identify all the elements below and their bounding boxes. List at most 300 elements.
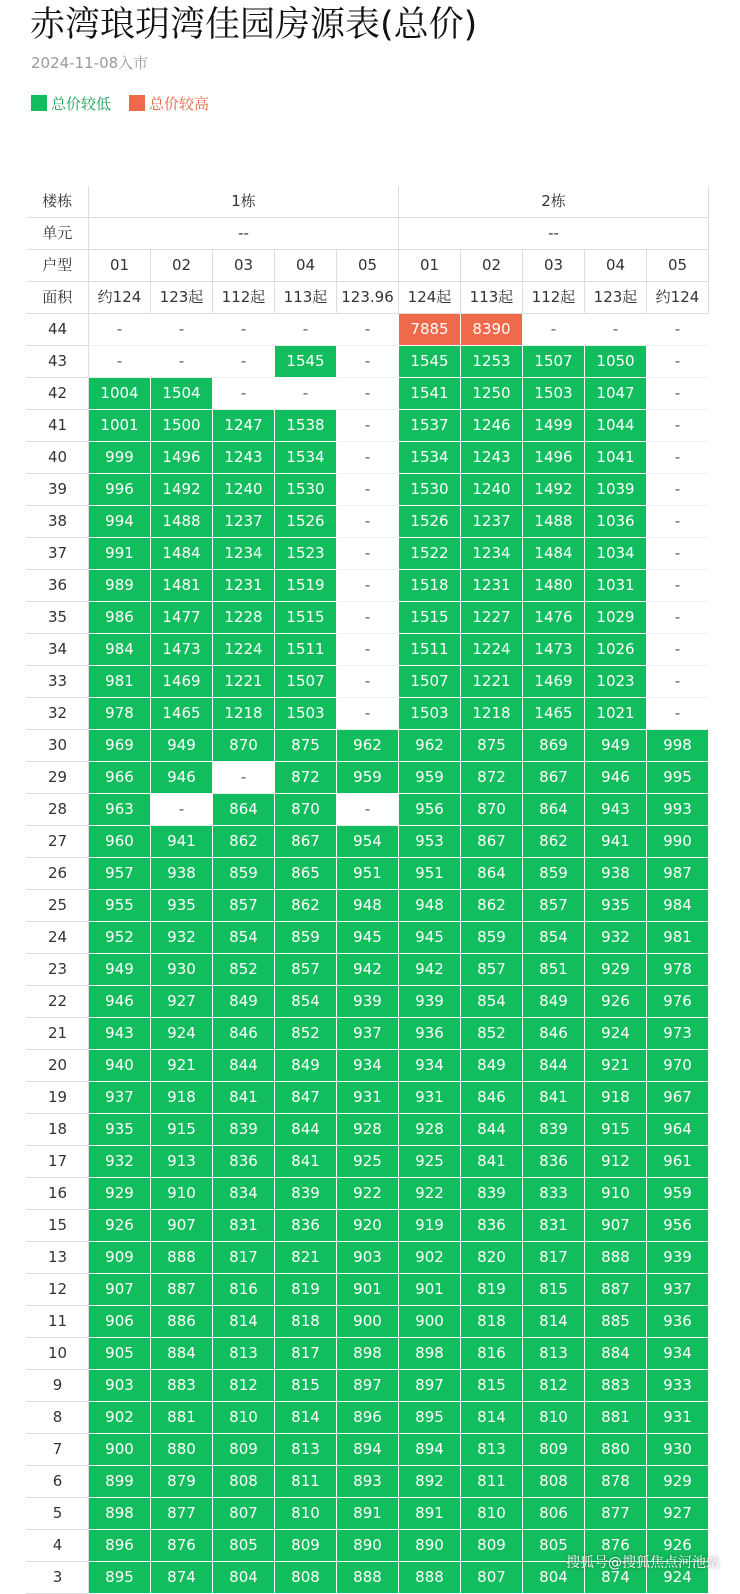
price-cell: 951 (337, 858, 399, 890)
floor-label: 39 (27, 474, 89, 506)
price-cell: 996 (89, 474, 151, 506)
legend-item-low (31, 93, 111, 114)
price-cell: 899 (89, 1466, 151, 1498)
price-cell: 907 (585, 1210, 647, 1242)
price-cell: 817 (523, 1242, 585, 1274)
price-cell: 984 (89, 634, 151, 666)
price-cell: 1029 (585, 602, 647, 634)
price-cell: 812 (523, 1370, 585, 1402)
table-row (27, 954, 709, 986)
price-cell: 981 (647, 922, 709, 954)
price-cell: 903 (337, 1242, 399, 1274)
price-cell: 932 (585, 922, 647, 954)
table-row (27, 634, 709, 666)
price-cell: 895 (399, 1402, 461, 1434)
price-cell: 886 (151, 1306, 213, 1338)
floor-label: 34 (27, 634, 89, 666)
price-cell: 953 (399, 826, 461, 858)
price-cell: 817 (213, 1242, 275, 1274)
floor-label: 9 (27, 1370, 89, 1402)
building-1-name: 1栋 (89, 186, 399, 218)
price-cell: 859 (461, 922, 523, 954)
b1-area: 112起 (213, 282, 275, 314)
price-cell: 1218 (213, 698, 275, 730)
price-cell: 815 (275, 1370, 337, 1402)
table-row (27, 826, 709, 858)
b1-type: 03 (213, 250, 275, 282)
price-cell: 813 (523, 1338, 585, 1370)
price-cell: 807 (461, 1562, 523, 1594)
price-cell: 961 (647, 1146, 709, 1178)
price-cell: 927 (151, 986, 213, 1018)
price-cell: 959 (647, 1178, 709, 1210)
price-cell: 810 (523, 1402, 585, 1434)
price-cell: 934 (399, 1050, 461, 1082)
price-cell: 970 (647, 1050, 709, 1082)
floor-label: 12 (27, 1274, 89, 1306)
price-cell: 902 (89, 1402, 151, 1434)
table-row (27, 730, 709, 762)
table-row (27, 1370, 709, 1402)
floor-label: 18 (27, 1114, 89, 1146)
price-cell: 852 (461, 1018, 523, 1050)
price-cell: 894 (399, 1434, 461, 1466)
floor-label: 23 (27, 954, 89, 986)
legend-label-high: 总价较高 (149, 94, 210, 113)
price-cell: 841 (213, 1082, 275, 1114)
price-cell-empty: - (647, 506, 709, 538)
floor-label: 37 (27, 538, 89, 570)
price-cell: 925 (337, 1146, 399, 1178)
table-row (27, 1114, 709, 1146)
price-cell: 1492 (151, 474, 213, 506)
price-cell: 819 (275, 1274, 337, 1306)
label-type: 户型 (27, 250, 89, 282)
table-row (27, 602, 709, 634)
table-row (27, 474, 709, 506)
price-cell: 898 (89, 1498, 151, 1530)
price-cell: 857 (461, 954, 523, 986)
price-cell: 1250 (461, 378, 523, 410)
price-cell: 1484 (523, 538, 585, 570)
price-cell: 1496 (151, 442, 213, 474)
price-cell: 839 (213, 1114, 275, 1146)
price-cell: 875 (275, 730, 337, 762)
price-cell: 949 (151, 730, 213, 762)
price-cell: 901 (399, 1274, 461, 1306)
price-cell: 942 (399, 954, 461, 986)
price-cell: 852 (275, 1018, 337, 1050)
price-cell: 1537 (399, 410, 461, 442)
table-row (27, 1050, 709, 1082)
price-cell: 811 (461, 1466, 523, 1498)
price-cell-empty: - (647, 378, 709, 410)
price-cell: 924 (647, 1562, 709, 1594)
price-cell: 890 (337, 1530, 399, 1562)
price-cell: 1243 (461, 442, 523, 474)
price-cell: 1538 (275, 410, 337, 442)
price-cell: 1526 (399, 506, 461, 538)
price-cell: 1507 (399, 666, 461, 698)
price-cell: 939 (337, 986, 399, 1018)
price-cell: 929 (89, 1178, 151, 1210)
table-row (27, 346, 709, 378)
price-cell: 945 (399, 922, 461, 954)
price-cell: 836 (523, 1146, 585, 1178)
price-cell: 839 (461, 1178, 523, 1210)
table-row (27, 1178, 709, 1210)
price-cell-empty: - (213, 346, 275, 378)
price-cell: 1243 (213, 442, 275, 474)
floor-label: 41 (27, 410, 89, 442)
price-cell: 847 (275, 1082, 337, 1114)
price-cell: 880 (585, 1434, 647, 1466)
price-cell: 1534 (275, 442, 337, 474)
b1-area: 约124 (89, 282, 151, 314)
floor-label: 24 (27, 922, 89, 954)
price-cell: 993 (647, 794, 709, 826)
price-cell: 893 (337, 1466, 399, 1498)
price-cell: 810 (213, 1402, 275, 1434)
price-cell: 906 (89, 1306, 151, 1338)
launch-date: 2024-11-08入市 (31, 54, 149, 72)
price-cell: 844 (461, 1114, 523, 1146)
building-2-unit: -- (399, 218, 709, 250)
price-cell: 930 (151, 954, 213, 986)
price-cell-empty: - (647, 698, 709, 730)
price-cell: 919 (399, 1210, 461, 1242)
price-cell: 1507 (275, 666, 337, 698)
price-cell: 812 (213, 1370, 275, 1402)
price-cell: 1511 (275, 634, 337, 666)
b2-area: 112起 (523, 282, 585, 314)
price-cell: 978 (89, 698, 151, 730)
price-cell: 932 (89, 1146, 151, 1178)
price-cell: 1530 (399, 474, 461, 506)
table-row (27, 1018, 709, 1050)
price-cell: 1488 (151, 506, 213, 538)
price-cell: 809 (523, 1434, 585, 1466)
price-cell: 1004 (89, 378, 151, 410)
price-cell: 874 (151, 1562, 213, 1594)
price-cell: 897 (337, 1370, 399, 1402)
price-cell: 836 (213, 1146, 275, 1178)
price-cell: 1530 (275, 474, 337, 506)
price-cell: 981 (89, 666, 151, 698)
price-cell: 935 (89, 1114, 151, 1146)
b1-type: 02 (151, 250, 213, 282)
price-cell: 932 (151, 922, 213, 954)
label-area: 面积 (27, 282, 89, 314)
price-cell: 1237 (461, 506, 523, 538)
floor-label: 7 (27, 1434, 89, 1466)
table-row (27, 570, 709, 602)
price-cell: 1221 (461, 666, 523, 698)
floor-label: 4 (27, 1530, 89, 1562)
floor-label: 19 (27, 1082, 89, 1114)
floor-label: 17 (27, 1146, 89, 1178)
price-cell: 910 (151, 1178, 213, 1210)
price-cell: 929 (585, 954, 647, 986)
price-cell: 1023 (585, 666, 647, 698)
price-cell-empty: - (337, 506, 399, 538)
price-cell: 854 (523, 922, 585, 954)
price-cell: 883 (585, 1370, 647, 1402)
table-row (27, 538, 709, 570)
price-cell: 836 (461, 1210, 523, 1242)
price-cell: 1515 (275, 602, 337, 634)
price-cell: 1534 (399, 442, 461, 474)
price-cell-empty: - (647, 474, 709, 506)
price-cell: 1469 (151, 666, 213, 698)
price-cell: 927 (647, 1498, 709, 1530)
price-cell: 887 (585, 1274, 647, 1306)
table-row (27, 1274, 709, 1306)
price-cell: 924 (585, 1018, 647, 1050)
floor-label: 43 (27, 346, 89, 378)
floor-label: 20 (27, 1050, 89, 1082)
price-cell-empty: - (647, 602, 709, 634)
price-cell: 931 (647, 1402, 709, 1434)
price-cell: 1473 (523, 634, 585, 666)
price-cell-empty: - (151, 314, 213, 346)
price-cell: 986 (89, 602, 151, 634)
b1-type: 04 (275, 250, 337, 282)
price-cell-empty: - (337, 794, 399, 826)
price-cell: 891 (399, 1498, 461, 1530)
price-cell: 1503 (523, 378, 585, 410)
price-cell: 967 (647, 1082, 709, 1114)
price-cell: 815 (523, 1274, 585, 1306)
price-cell-empty: - (647, 346, 709, 378)
price-cell: 852 (213, 954, 275, 986)
price-cell: 1481 (151, 570, 213, 602)
price-cell-empty: - (647, 666, 709, 698)
price-cell: 994 (89, 506, 151, 538)
price-cell: 946 (151, 762, 213, 794)
price-cell: 959 (337, 762, 399, 794)
price-cell: 1026 (585, 634, 647, 666)
price-cell: 878 (585, 1466, 647, 1498)
price-cell: 846 (461, 1082, 523, 1114)
price-cell: 1224 (213, 634, 275, 666)
price-cell: 912 (585, 1146, 647, 1178)
price-cell: 849 (523, 986, 585, 1018)
price-cell: 814 (275, 1402, 337, 1434)
table-row (27, 858, 709, 890)
price-cell: 989 (89, 570, 151, 602)
price-cell: 1036 (585, 506, 647, 538)
price-cell: 943 (89, 1018, 151, 1050)
price-cell: 1240 (213, 474, 275, 506)
price-cell: 1526 (275, 506, 337, 538)
price-cell: 952 (89, 922, 151, 954)
price-cell: 926 (585, 986, 647, 1018)
price-cell: 813 (213, 1338, 275, 1370)
price-cell: 839 (275, 1178, 337, 1210)
price-cell: 963 (89, 794, 151, 826)
price-cell: 820 (461, 1242, 523, 1274)
price-cell: 867 (275, 826, 337, 858)
price-cell: 862 (275, 890, 337, 922)
price-cell: 951 (399, 858, 461, 890)
price-cell: 922 (399, 1178, 461, 1210)
watermark: 搜狐号@搜狐焦点河池站 (566, 1555, 720, 1571)
price-cell: 1541 (399, 378, 461, 410)
price-cell: 849 (461, 1050, 523, 1082)
price-cell: 895 (89, 1562, 151, 1594)
price-cell: 876 (585, 1530, 647, 1562)
b1-area: 123.96 (337, 282, 399, 314)
price-cell: 846 (213, 1018, 275, 1050)
floor-label: 33 (27, 666, 89, 698)
b2-type: 02 (461, 250, 523, 282)
table-row (27, 666, 709, 698)
price-cell: 898 (399, 1338, 461, 1370)
price-cell: 894 (337, 1434, 399, 1466)
price-cell: 933 (647, 1370, 709, 1402)
price-cell-empty: - (647, 634, 709, 666)
building-row (27, 186, 709, 218)
building-1-unit: -- (89, 218, 399, 250)
price-cell: 872 (461, 762, 523, 794)
price-cell: 884 (151, 1338, 213, 1370)
price-cell: 841 (523, 1082, 585, 1114)
price-cell: 1504 (151, 378, 213, 410)
price-cell-empty: - (213, 314, 275, 346)
price-cell: 941 (585, 826, 647, 858)
price-cell: 909 (89, 1242, 151, 1274)
table-row (27, 1498, 709, 1530)
price-cell: 821 (275, 1242, 337, 1274)
price-cell: 954 (337, 826, 399, 858)
price-cell: 819 (461, 1274, 523, 1306)
price-cell-empty: - (337, 602, 399, 634)
floor-label: 8 (27, 1402, 89, 1434)
price-cell: 1240 (461, 474, 523, 506)
price-cell: 810 (275, 1498, 337, 1530)
price-cell-empty: - (151, 794, 213, 826)
b1-type: 05 (337, 250, 399, 282)
price-cell-empty: - (337, 346, 399, 378)
price-cell: 1484 (151, 538, 213, 570)
price-cell: 955 (89, 890, 151, 922)
price-table (26, 186, 709, 1594)
price-cell: 1041 (585, 442, 647, 474)
price-cell: 841 (461, 1146, 523, 1178)
price-cell: 839 (523, 1114, 585, 1146)
type-row (27, 250, 709, 282)
price-cell: 877 (151, 1498, 213, 1530)
price-cell-empty: - (647, 570, 709, 602)
price-cell-empty: - (275, 314, 337, 346)
price-cell: 870 (213, 730, 275, 762)
price-cell: 959 (399, 762, 461, 794)
price-cell-empty: - (151, 346, 213, 378)
price-cell: 935 (151, 890, 213, 922)
price-cell-empty: - (647, 538, 709, 570)
price-cell: 897 (399, 1370, 461, 1402)
price-cell: 846 (523, 1018, 585, 1050)
price-cell: 808 (213, 1466, 275, 1498)
legend (31, 92, 227, 114)
price-cell: 888 (399, 1562, 461, 1594)
price-cell: 813 (275, 1434, 337, 1466)
area-row (27, 282, 709, 314)
floor-label: 32 (27, 698, 89, 730)
price-cell-empty: - (337, 314, 399, 346)
price-cell: 949 (89, 954, 151, 986)
floor-label: 22 (27, 986, 89, 1018)
price-cell: 918 (151, 1082, 213, 1114)
price-cell: 854 (213, 922, 275, 954)
table-row (27, 442, 709, 474)
price-cell-empty: - (89, 346, 151, 378)
price-cell: 1476 (523, 602, 585, 634)
price-cell-empty: - (337, 474, 399, 506)
price-cell: 1503 (275, 698, 337, 730)
price-cell: 934 (337, 1050, 399, 1082)
label-building: 楼栋 (27, 186, 89, 218)
price-cell: 883 (151, 1370, 213, 1402)
price-cell: 900 (337, 1306, 399, 1338)
floor-label: 40 (27, 442, 89, 474)
price-cell: 887 (151, 1274, 213, 1306)
price-cell: 949 (585, 730, 647, 762)
price-cell: 849 (213, 986, 275, 1018)
price-cell: 1034 (585, 538, 647, 570)
table-row (27, 314, 709, 346)
price-cell: 940 (89, 1050, 151, 1082)
price-cell: 928 (337, 1114, 399, 1146)
price-cell: 867 (461, 826, 523, 858)
table-row (27, 890, 709, 922)
table-row (27, 378, 709, 410)
price-cell: 815 (461, 1370, 523, 1402)
price-cell: 814 (213, 1306, 275, 1338)
price-cell: 809 (461, 1530, 523, 1562)
table-row (27, 506, 709, 538)
price-cell: 964 (647, 1114, 709, 1146)
price-cell-empty: - (337, 442, 399, 474)
table-row (27, 1306, 709, 1338)
floor-label: 15 (27, 1210, 89, 1242)
table-row (27, 410, 709, 442)
price-cell: 1228 (213, 602, 275, 634)
price-cell: 956 (399, 794, 461, 826)
price-cell: 888 (151, 1242, 213, 1274)
price-cell: 973 (647, 1018, 709, 1050)
price-cell: 956 (647, 1210, 709, 1242)
price-cell: 1247 (213, 410, 275, 442)
price-cell: 814 (523, 1306, 585, 1338)
table-row (27, 794, 709, 826)
price-cell: 804 (523, 1562, 585, 1594)
price-cell: 854 (275, 986, 337, 1018)
price-cell: 854 (461, 986, 523, 1018)
floor-label: 35 (27, 602, 89, 634)
floor-label: 3 (27, 1562, 89, 1594)
b2-type: 01 (399, 250, 461, 282)
price-cell: 806 (523, 1498, 585, 1530)
table-row (27, 1338, 709, 1370)
price-cell: 816 (213, 1274, 275, 1306)
price-cell: 831 (213, 1210, 275, 1242)
price-cell: 857 (213, 890, 275, 922)
price-cell: 1496 (523, 442, 585, 474)
b1-type: 01 (89, 250, 151, 282)
price-cell: 998 (647, 730, 709, 762)
